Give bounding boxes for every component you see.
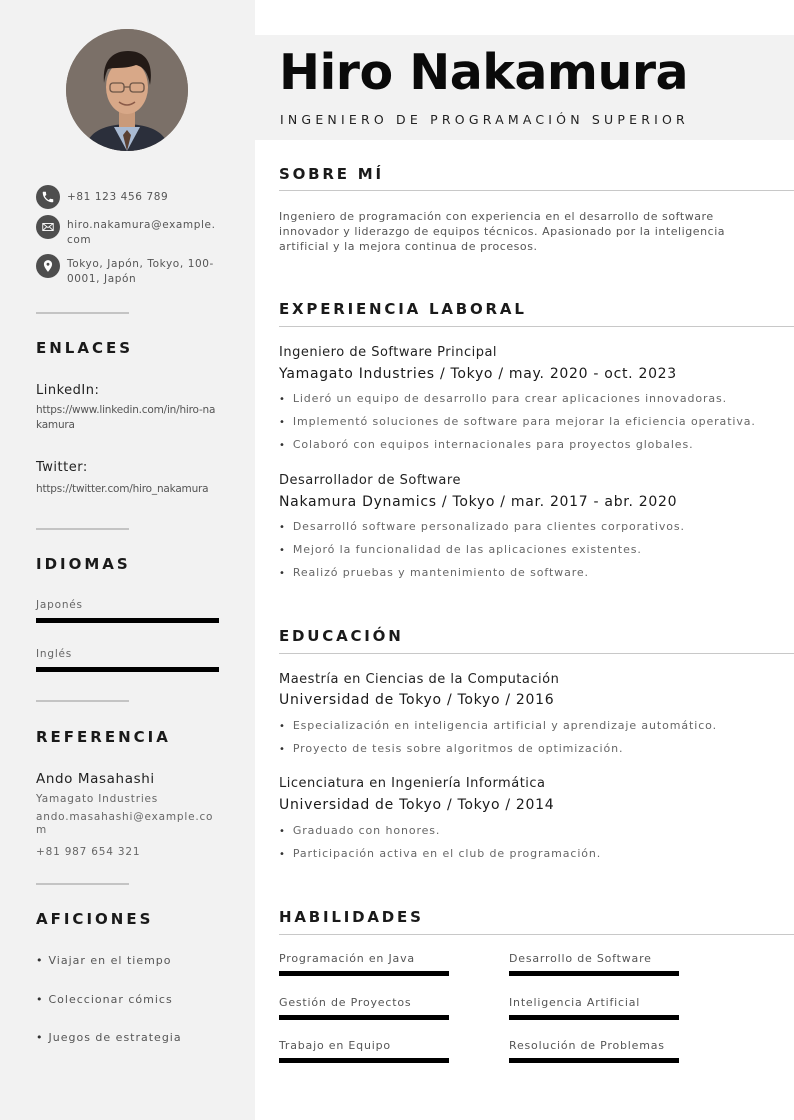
bullet-icon: • bbox=[279, 826, 286, 837]
section-divider bbox=[279, 934, 794, 935]
bullet-text: Desarrolló software personalizado para clientes corporativos. bbox=[292, 520, 685, 533]
bullet-icon: • bbox=[279, 417, 286, 428]
bullet-icon: • bbox=[279, 849, 286, 860]
job-bullet bbox=[279, 438, 693, 451]
reference-phone: +81 987 654 321 bbox=[36, 846, 141, 858]
hobby-label: Viajar en el tiempo bbox=[48, 954, 172, 967]
hobbies-heading: AFICIONES bbox=[36, 910, 154, 928]
bullet-text: Implementó soluciones de software para mejorar la eficiencia operativa. bbox=[292, 415, 756, 428]
language-level-bar bbox=[36, 667, 219, 672]
reference-company: Yamagato Industries bbox=[36, 793, 159, 805]
hobby-item bbox=[36, 1031, 182, 1044]
skill-level-bar bbox=[509, 1015, 679, 1020]
section-divider bbox=[279, 653, 794, 654]
profile-photo bbox=[66, 29, 188, 151]
bullet-icon: • bbox=[279, 440, 286, 451]
bullet-text: Realizó pruebas y mantenimiento de software. bbox=[292, 566, 589, 579]
experience-heading: EXPERIENCIA LABORAL bbox=[279, 300, 527, 318]
hobby-label: Coleccionar cómics bbox=[48, 993, 173, 1006]
hobby-label: Juegos de estrategia bbox=[48, 1031, 182, 1044]
skill-name: Inteligencia Artificial bbox=[509, 996, 641, 1009]
language-name: Inglés bbox=[36, 648, 73, 660]
education-bullet bbox=[279, 742, 623, 755]
sidebar-divider bbox=[36, 312, 129, 314]
job-title-entry: Desarrollador de Software bbox=[279, 473, 461, 488]
bullet-icon: • bbox=[36, 954, 44, 967]
bullet-text: Participación activa en el club de programación. bbox=[292, 847, 602, 860]
bullet-icon: • bbox=[279, 522, 286, 533]
education-bullet bbox=[279, 719, 717, 732]
skill-level-bar bbox=[279, 1058, 449, 1063]
degree-school-year: Universidad de Tokyo / Tokyo / 2016 bbox=[279, 692, 555, 708]
degree-title: Licenciatura en Ingeniería Informática bbox=[279, 776, 546, 791]
location-pin-icon bbox=[36, 254, 60, 278]
skill-name: Programación en Java bbox=[279, 952, 415, 965]
skill-name: Gestión de Proyectos bbox=[279, 996, 412, 1009]
email-link[interactable]: hiro.nakamura@example.com bbox=[67, 219, 216, 246]
bullet-icon: • bbox=[36, 993, 44, 1006]
bullet-text: Graduado con honores. bbox=[292, 824, 441, 837]
skills-heading: HABILIDADES bbox=[279, 908, 424, 926]
job-company-dates: Yamagato Industries / Tokyo / may. 2020 - oct. 2023 bbox=[279, 366, 677, 382]
job-bullet bbox=[279, 566, 589, 579]
about-text: Ingeniero de programación con experiencia en el desarrollo de software innovador y liderazgo de equipos técnicos. Apasionado por la inteligencia artificial y la mejora continua de procesos. bbox=[279, 210, 726, 253]
linkedin-label: LinkedIn: bbox=[36, 383, 100, 398]
bullet-icon: • bbox=[279, 744, 286, 755]
degree-school-year: Universidad de Tokyo / Tokyo / 2014 bbox=[279, 797, 555, 813]
bullet-icon: • bbox=[279, 721, 286, 732]
skill-name: Resolución de Problemas bbox=[509, 1039, 665, 1052]
bullet-text: Mejoró la funcionalidad de las aplicaciones existentes. bbox=[292, 543, 642, 556]
bullet-text: Colaboró con equipos internacionales para proyectos globales. bbox=[292, 438, 694, 451]
about-heading: SOBRE MÍ bbox=[279, 165, 384, 183]
reference-heading: REFERENCIA bbox=[36, 728, 171, 746]
education-bullet bbox=[279, 847, 601, 860]
skill-level-bar bbox=[509, 1058, 679, 1063]
education-heading: EDUCACIÓN bbox=[279, 627, 404, 645]
language-name: Japonés bbox=[36, 599, 83, 611]
bullet-icon: • bbox=[279, 568, 286, 579]
education-bullet bbox=[279, 824, 440, 837]
sidebar-divider bbox=[36, 883, 129, 885]
bullet-icon: • bbox=[279, 545, 286, 556]
twitter-label: Twitter: bbox=[36, 460, 88, 475]
hobby-item bbox=[36, 993, 173, 1006]
sidebar-divider bbox=[36, 528, 129, 530]
bullet-text: Proyecto de tesis sobre algoritmos de optimización. bbox=[292, 742, 624, 755]
job-bullet bbox=[279, 543, 642, 556]
reference-name: Ando Masahashi bbox=[36, 771, 155, 787]
links-heading: ENLACES bbox=[36, 339, 134, 357]
bullet-text: Lideró un equipo de desarrollo para crear aplicaciones innovadoras. bbox=[292, 392, 728, 405]
linkedin-link[interactable]: https://www.linkedin.com/in/hiro-nakamura bbox=[36, 404, 216, 431]
section-divider bbox=[279, 326, 794, 327]
contact-address bbox=[36, 254, 217, 287]
hobby-item bbox=[36, 954, 172, 967]
contact-email bbox=[36, 215, 217, 248]
reference-email[interactable]: ando.masahashi@example.com bbox=[36, 811, 214, 836]
skill-name: Trabajo en Equipo bbox=[279, 1039, 391, 1052]
skill-level-bar bbox=[279, 971, 449, 976]
skill-level-bar bbox=[279, 1015, 449, 1020]
bullet-text: Especialización en inteligencia artificial y aprendizaje automático. bbox=[292, 719, 717, 732]
envelope-icon bbox=[36, 215, 60, 239]
job-title: INGENIERO DE PROGRAMACIÓN SUPERIOR bbox=[280, 112, 689, 127]
skill-level-bar bbox=[509, 971, 679, 976]
job-bullet bbox=[279, 415, 756, 428]
language-level-bar bbox=[36, 618, 219, 623]
bullet-icon: • bbox=[36, 1031, 44, 1044]
bullet-icon: • bbox=[279, 394, 286, 405]
degree-title: Maestría en Ciencias de la Computación bbox=[279, 672, 560, 687]
twitter-link[interactable]: https://twitter.com/hiro_nakamura bbox=[36, 483, 209, 495]
section-divider bbox=[279, 190, 794, 191]
contact-phone bbox=[36, 185, 217, 209]
job-bullet bbox=[279, 520, 685, 533]
phone-icon bbox=[36, 185, 60, 209]
job-bullet bbox=[279, 392, 727, 405]
address-text: Tokyo, Japón, Tokyo, 100-0001, Japón bbox=[67, 258, 214, 285]
phone-text: +81 123 456 789 bbox=[67, 191, 169, 203]
languages-heading: IDIOMAS bbox=[36, 555, 131, 573]
skill-name: Desarrollo de Software bbox=[509, 952, 652, 965]
job-company-dates: Nakamura Dynamics / Tokyo / mar. 2017 - abr. 2020 bbox=[279, 494, 678, 510]
sidebar-divider bbox=[36, 700, 129, 702]
candidate-name: Hiro Nakamura bbox=[279, 44, 689, 101]
portrait-icon bbox=[66, 29, 188, 151]
job-title-entry: Ingeniero de Software Principal bbox=[279, 345, 498, 360]
